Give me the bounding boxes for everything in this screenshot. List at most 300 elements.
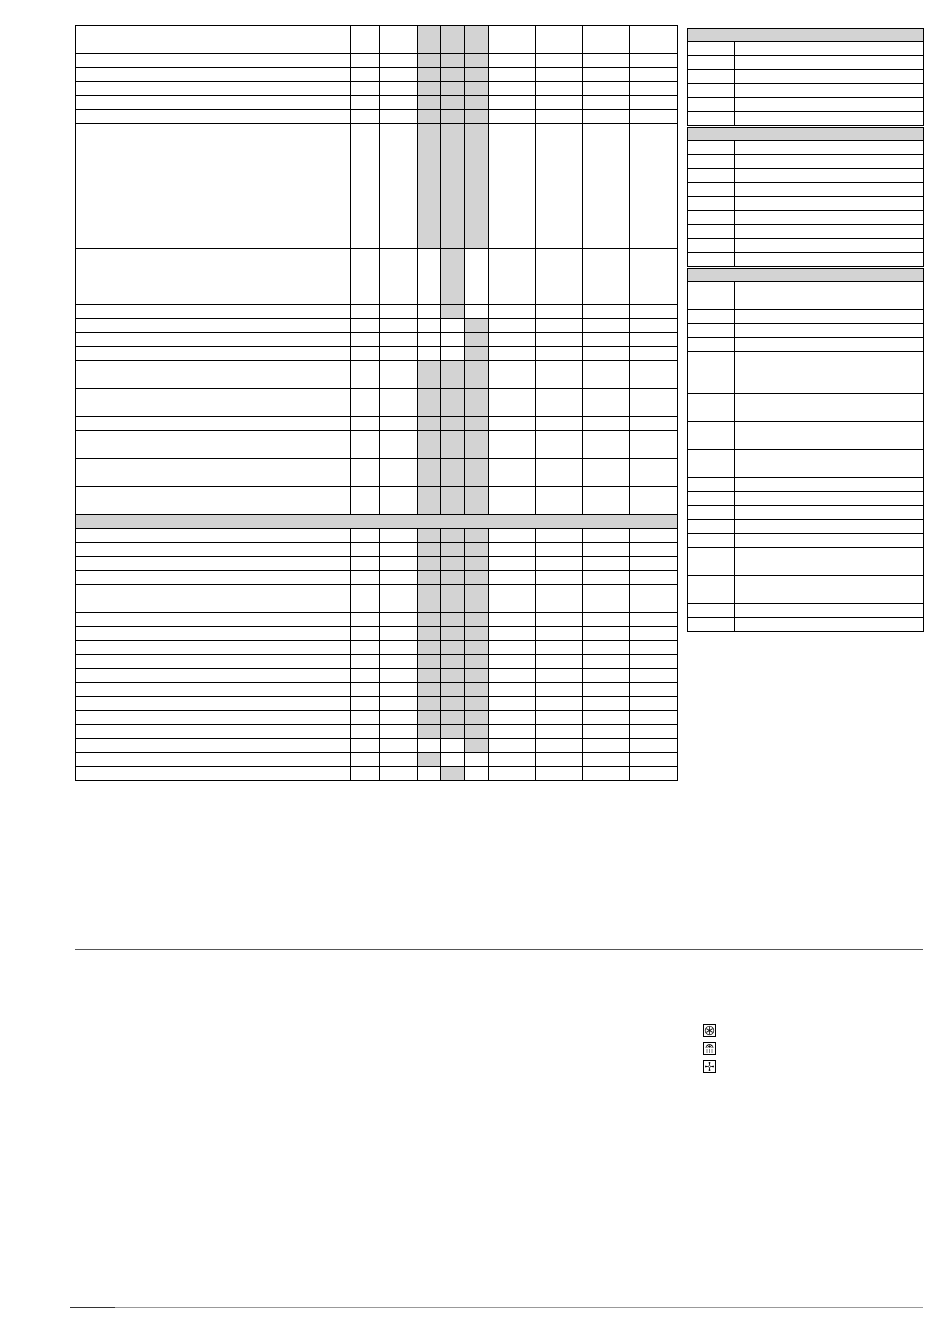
- table-cell: [536, 459, 583, 487]
- legend-code-cell: [688, 225, 735, 239]
- table-cell: [489, 96, 536, 110]
- table-cell: [351, 431, 380, 459]
- legend-desc-cell: [735, 338, 924, 352]
- table-cell: [583, 389, 630, 417]
- legend-row: [688, 310, 924, 324]
- table-cell: [489, 571, 536, 585]
- legend-table-header: [688, 128, 924, 141]
- legend-row: [688, 56, 924, 70]
- legend-header-cell: [688, 29, 924, 42]
- table-cell: [536, 725, 583, 739]
- table-cell: [351, 333, 380, 347]
- legend-code-cell: [688, 282, 735, 310]
- table-cell: [76, 417, 351, 431]
- legend-desc-cell: [735, 506, 924, 520]
- table-cell: [630, 739, 678, 753]
- table-cell: [630, 613, 678, 627]
- table-cell: [351, 26, 380, 54]
- legend-code-cell: [688, 324, 735, 338]
- legend-code-cell: [688, 183, 735, 197]
- table-cell: [76, 557, 351, 571]
- legend-desc-cell: [735, 211, 924, 225]
- legend-desc-cell: [735, 352, 924, 394]
- table-cell: [380, 319, 418, 333]
- table-cell: [583, 739, 630, 753]
- table-cell: [489, 543, 536, 557]
- table-row: [76, 571, 678, 585]
- table-cell: [380, 417, 418, 431]
- table-cell: [418, 361, 441, 389]
- legend-desc-cell: [735, 56, 924, 70]
- table-cell: [441, 124, 465, 249]
- table-cell: [536, 361, 583, 389]
- table-cell: [465, 96, 489, 110]
- table-cell: [583, 319, 630, 333]
- table-cell: [489, 333, 536, 347]
- table-cell: [536, 68, 583, 82]
- table-cell: [465, 753, 489, 767]
- table-row: [76, 82, 678, 96]
- table-cell: [489, 249, 536, 305]
- table-cell: [418, 26, 441, 54]
- table-cell: [489, 585, 536, 613]
- table-cell: [489, 683, 536, 697]
- table-cell: [76, 389, 351, 417]
- table-cell: [583, 487, 630, 515]
- table-cell: [351, 571, 380, 585]
- legend-row: [688, 338, 924, 352]
- table-cell: [441, 361, 465, 389]
- legend-table-header: [688, 269, 924, 282]
- table-cell: [380, 124, 418, 249]
- table-cell: [630, 68, 678, 82]
- table-cell: [489, 557, 536, 571]
- table-row: [76, 26, 678, 54]
- table-cell: [76, 347, 351, 361]
- table-cell: [380, 655, 418, 669]
- legend-desc-cell: [735, 84, 924, 98]
- table-cell: [536, 641, 583, 655]
- table-cell: [465, 110, 489, 124]
- table-cell: [76, 68, 351, 82]
- legend-desc-cell: [735, 282, 924, 310]
- table-cell: [630, 683, 678, 697]
- table-cell: [536, 655, 583, 669]
- table-cell: [380, 543, 418, 557]
- table-cell: [418, 739, 441, 753]
- table-cell: [351, 68, 380, 82]
- table-cell: [465, 767, 489, 781]
- table-cell: [583, 305, 630, 319]
- table-cell: [351, 54, 380, 68]
- table-cell: [76, 459, 351, 487]
- table-row: [76, 459, 678, 487]
- fan-icon: [703, 1060, 716, 1073]
- table-row: [76, 725, 678, 739]
- table-cell: [418, 417, 441, 431]
- table-cell: [583, 54, 630, 68]
- table-cell: [380, 389, 418, 417]
- table-cell: [380, 641, 418, 655]
- legend-desc-cell: [735, 141, 924, 155]
- table-cell: [536, 585, 583, 613]
- section-divider: [75, 949, 923, 950]
- table-row: [76, 767, 678, 781]
- table-cell: [380, 767, 418, 781]
- table-cell: [380, 96, 418, 110]
- legend-row: [688, 169, 924, 183]
- table-cell: [489, 739, 536, 753]
- legend-row: [688, 98, 924, 112]
- table-cell: [630, 361, 678, 389]
- table-cell: [630, 557, 678, 571]
- legend-desc-cell: [735, 422, 924, 450]
- table-cell: [630, 669, 678, 683]
- table-cell: [465, 669, 489, 683]
- table-cell: [489, 767, 536, 781]
- table-row: [76, 683, 678, 697]
- parameter-table: [75, 25, 678, 781]
- legend-desc-cell: [735, 576, 924, 604]
- table-cell: [583, 82, 630, 96]
- table-cell: [351, 361, 380, 389]
- table-row: [76, 739, 678, 753]
- table-cell: [630, 347, 678, 361]
- table-cell: [465, 459, 489, 487]
- table-cell: [489, 487, 536, 515]
- table-cell: [441, 347, 465, 361]
- legend-desc-cell: [735, 520, 924, 534]
- table-cell: [465, 697, 489, 711]
- table-cell: [441, 655, 465, 669]
- table-cell: [380, 82, 418, 96]
- table-cell: [536, 110, 583, 124]
- table-cell: [465, 26, 489, 54]
- table-cell: [418, 459, 441, 487]
- table-cell: [76, 333, 351, 347]
- table-row: [76, 319, 678, 333]
- table-cell: [536, 319, 583, 333]
- table-cell: [583, 459, 630, 487]
- table-cell: [76, 655, 351, 669]
- legend-table: [687, 127, 924, 267]
- table-cell: [465, 725, 489, 739]
- table-cell: [441, 613, 465, 627]
- legend-row: [688, 183, 924, 197]
- table-cell: [536, 124, 583, 249]
- table-cell: [76, 249, 351, 305]
- table-cell: [351, 82, 380, 96]
- legend-row: [688, 42, 924, 56]
- legend-code-cell: [688, 141, 735, 155]
- legend-row: [688, 225, 924, 239]
- table-cell: [441, 305, 465, 319]
- table-cell: [536, 711, 583, 725]
- table-cell: [583, 96, 630, 110]
- legend-code-cell: [688, 42, 735, 56]
- table-cell: [351, 585, 380, 613]
- table-cell: [441, 82, 465, 96]
- table-cell: [465, 389, 489, 417]
- table-cell: [76, 82, 351, 96]
- legend-row: [688, 548, 924, 576]
- table-cell: [630, 54, 678, 68]
- table-cell: [465, 613, 489, 627]
- table-cell: [441, 459, 465, 487]
- legend-header-cell: [688, 269, 924, 282]
- table-cell: [76, 585, 351, 613]
- table-cell: [583, 557, 630, 571]
- table-cell: [76, 124, 351, 249]
- legend-code-cell: [688, 211, 735, 225]
- legend-code-cell: [688, 253, 735, 267]
- legend-row: [688, 534, 924, 548]
- footer-rule: [70, 1307, 923, 1308]
- table-cell: [489, 361, 536, 389]
- legend-desc-cell: [735, 112, 924, 126]
- table-cell: [441, 487, 465, 515]
- table-cell: [583, 333, 630, 347]
- table-cell: [630, 110, 678, 124]
- table-cell: [630, 571, 678, 585]
- legend-code-cell: [688, 478, 735, 492]
- table-cell: [536, 54, 583, 68]
- table-cell: [465, 739, 489, 753]
- table-cell: [351, 124, 380, 249]
- table-cell: [380, 725, 418, 739]
- table-cell: [351, 697, 380, 711]
- table-cell: [630, 641, 678, 655]
- table-cell: [583, 249, 630, 305]
- table-cell: [76, 319, 351, 333]
- table-cell: [418, 767, 441, 781]
- table-cell: [630, 82, 678, 96]
- table-cell: [380, 333, 418, 347]
- table-cell: [418, 124, 441, 249]
- table-row: [76, 627, 678, 641]
- table-cell: [76, 571, 351, 585]
- table-cell: [418, 305, 441, 319]
- table-cell: [418, 96, 441, 110]
- table-cell: [489, 529, 536, 543]
- table-cell: [465, 627, 489, 641]
- table-cell: [536, 333, 583, 347]
- table-cell: [380, 585, 418, 613]
- table-cell: [76, 26, 351, 54]
- legend-row: [688, 324, 924, 338]
- table-cell: [489, 459, 536, 487]
- legend-row: [688, 197, 924, 211]
- legend-code-cell: [688, 520, 735, 534]
- table-cell: [418, 319, 441, 333]
- table-cell: [76, 753, 351, 767]
- table-cell: [380, 347, 418, 361]
- table-cell: [441, 753, 465, 767]
- table-cell: [536, 249, 583, 305]
- table-cell: [76, 683, 351, 697]
- table-row: [76, 557, 678, 571]
- table-cell: [583, 641, 630, 655]
- table-cell: [380, 627, 418, 641]
- legend-code-cell: [688, 450, 735, 478]
- table-row: [76, 711, 678, 725]
- table-cell: [583, 543, 630, 557]
- table-cell: [380, 697, 418, 711]
- table-cell: [489, 431, 536, 459]
- table-cell: [465, 557, 489, 571]
- table-cell: [351, 110, 380, 124]
- legend-row: [688, 492, 924, 506]
- table-cell: [441, 68, 465, 82]
- table-cell: [76, 431, 351, 459]
- table-cell: [583, 529, 630, 543]
- table-cell: [489, 347, 536, 361]
- table-row: [76, 585, 678, 613]
- table-cell: [380, 110, 418, 124]
- table-cell: [489, 124, 536, 249]
- legend-desc-cell: [735, 98, 924, 112]
- table-row: [76, 697, 678, 711]
- table-cell: [630, 711, 678, 725]
- table-cell: [418, 627, 441, 641]
- table-cell: [351, 711, 380, 725]
- legend-code-cell: [688, 394, 735, 422]
- legend-desc-cell: [735, 239, 924, 253]
- legend-row: [688, 450, 924, 478]
- table-cell: [489, 305, 536, 319]
- table-cell: [380, 529, 418, 543]
- table-cell: [536, 487, 583, 515]
- table-cell: [76, 96, 351, 110]
- table-cell: [351, 557, 380, 571]
- table-cell: [465, 711, 489, 725]
- table-cell: [418, 697, 441, 711]
- legend-table: [687, 28, 924, 126]
- table-cell: [465, 683, 489, 697]
- table-cell: [489, 319, 536, 333]
- legend-desc-cell: [735, 155, 924, 169]
- legend-desc-cell: [735, 492, 924, 506]
- legend-desc-cell: [735, 310, 924, 324]
- table-cell: [351, 669, 380, 683]
- table-cell: [380, 68, 418, 82]
- legend-code-cell: [688, 169, 735, 183]
- table-cell: [441, 739, 465, 753]
- table-cell: [441, 571, 465, 585]
- table-cell: [583, 613, 630, 627]
- table-cell: [441, 431, 465, 459]
- table-cell: [351, 347, 380, 361]
- table-cell: [418, 487, 441, 515]
- table-cell: [76, 613, 351, 627]
- table-cell: [583, 669, 630, 683]
- legend-code-cell: [688, 506, 735, 520]
- table-cell: [418, 347, 441, 361]
- legend-row: [688, 422, 924, 450]
- table-cell: [630, 96, 678, 110]
- table-cell: [630, 26, 678, 54]
- table-cell: [441, 683, 465, 697]
- table-cell: [465, 305, 489, 319]
- table-row: [76, 96, 678, 110]
- table-cell: [351, 529, 380, 543]
- table-cell: [441, 711, 465, 725]
- legend-row: [688, 520, 924, 534]
- table-cell: [465, 487, 489, 515]
- table-row: [76, 389, 678, 417]
- table-cell: [583, 361, 630, 389]
- table-cell: [583, 417, 630, 431]
- table-cell: [465, 319, 489, 333]
- table-cell: [583, 683, 630, 697]
- table-cell: [630, 697, 678, 711]
- table-cell: [418, 333, 441, 347]
- table-cell: [441, 96, 465, 110]
- table-row: [76, 543, 678, 557]
- table-cell: [630, 529, 678, 543]
- legend-row: [688, 352, 924, 394]
- legend-code-cell: [688, 239, 735, 253]
- table-row: [76, 529, 678, 543]
- legend-desc-cell: [735, 324, 924, 338]
- table-cell: [380, 305, 418, 319]
- table-cell: [630, 333, 678, 347]
- table-cell: [465, 543, 489, 557]
- table-cell: [489, 613, 536, 627]
- table-cell: [583, 697, 630, 711]
- table-cell: [380, 431, 418, 459]
- table-cell: [583, 711, 630, 725]
- table-cell: [418, 669, 441, 683]
- table-row: [76, 487, 678, 515]
- legend-row: [688, 576, 924, 604]
- table-cell: [583, 767, 630, 781]
- table-cell: [489, 655, 536, 669]
- table-cell: [441, 389, 465, 417]
- table-cell: [76, 641, 351, 655]
- table-cell: [536, 613, 583, 627]
- table-cell: [630, 655, 678, 669]
- table-cell: [380, 613, 418, 627]
- table-cell: [351, 249, 380, 305]
- table-cell: [441, 557, 465, 571]
- table-cell: [583, 68, 630, 82]
- table-row: [76, 361, 678, 389]
- legend-row: [688, 141, 924, 155]
- legend-row: [688, 618, 924, 632]
- table-cell: [630, 249, 678, 305]
- legend-row: [688, 155, 924, 169]
- table-cell: [418, 389, 441, 417]
- legend-row: [688, 282, 924, 310]
- table-row: [76, 249, 678, 305]
- legend-desc-cell: [735, 70, 924, 84]
- legend-desc-cell: [735, 197, 924, 211]
- table-cell: [489, 725, 536, 739]
- table-cell: [536, 347, 583, 361]
- legend-code-cell: [688, 576, 735, 604]
- table-cell: [630, 627, 678, 641]
- table-cell: [583, 347, 630, 361]
- table-cell: [630, 389, 678, 417]
- table-cell: [441, 669, 465, 683]
- table-cell: [536, 697, 583, 711]
- legend-desc-cell: [735, 450, 924, 478]
- table-cell: [441, 529, 465, 543]
- table-cell: [489, 68, 536, 82]
- table-cell: [536, 627, 583, 641]
- table-cell: [76, 529, 351, 543]
